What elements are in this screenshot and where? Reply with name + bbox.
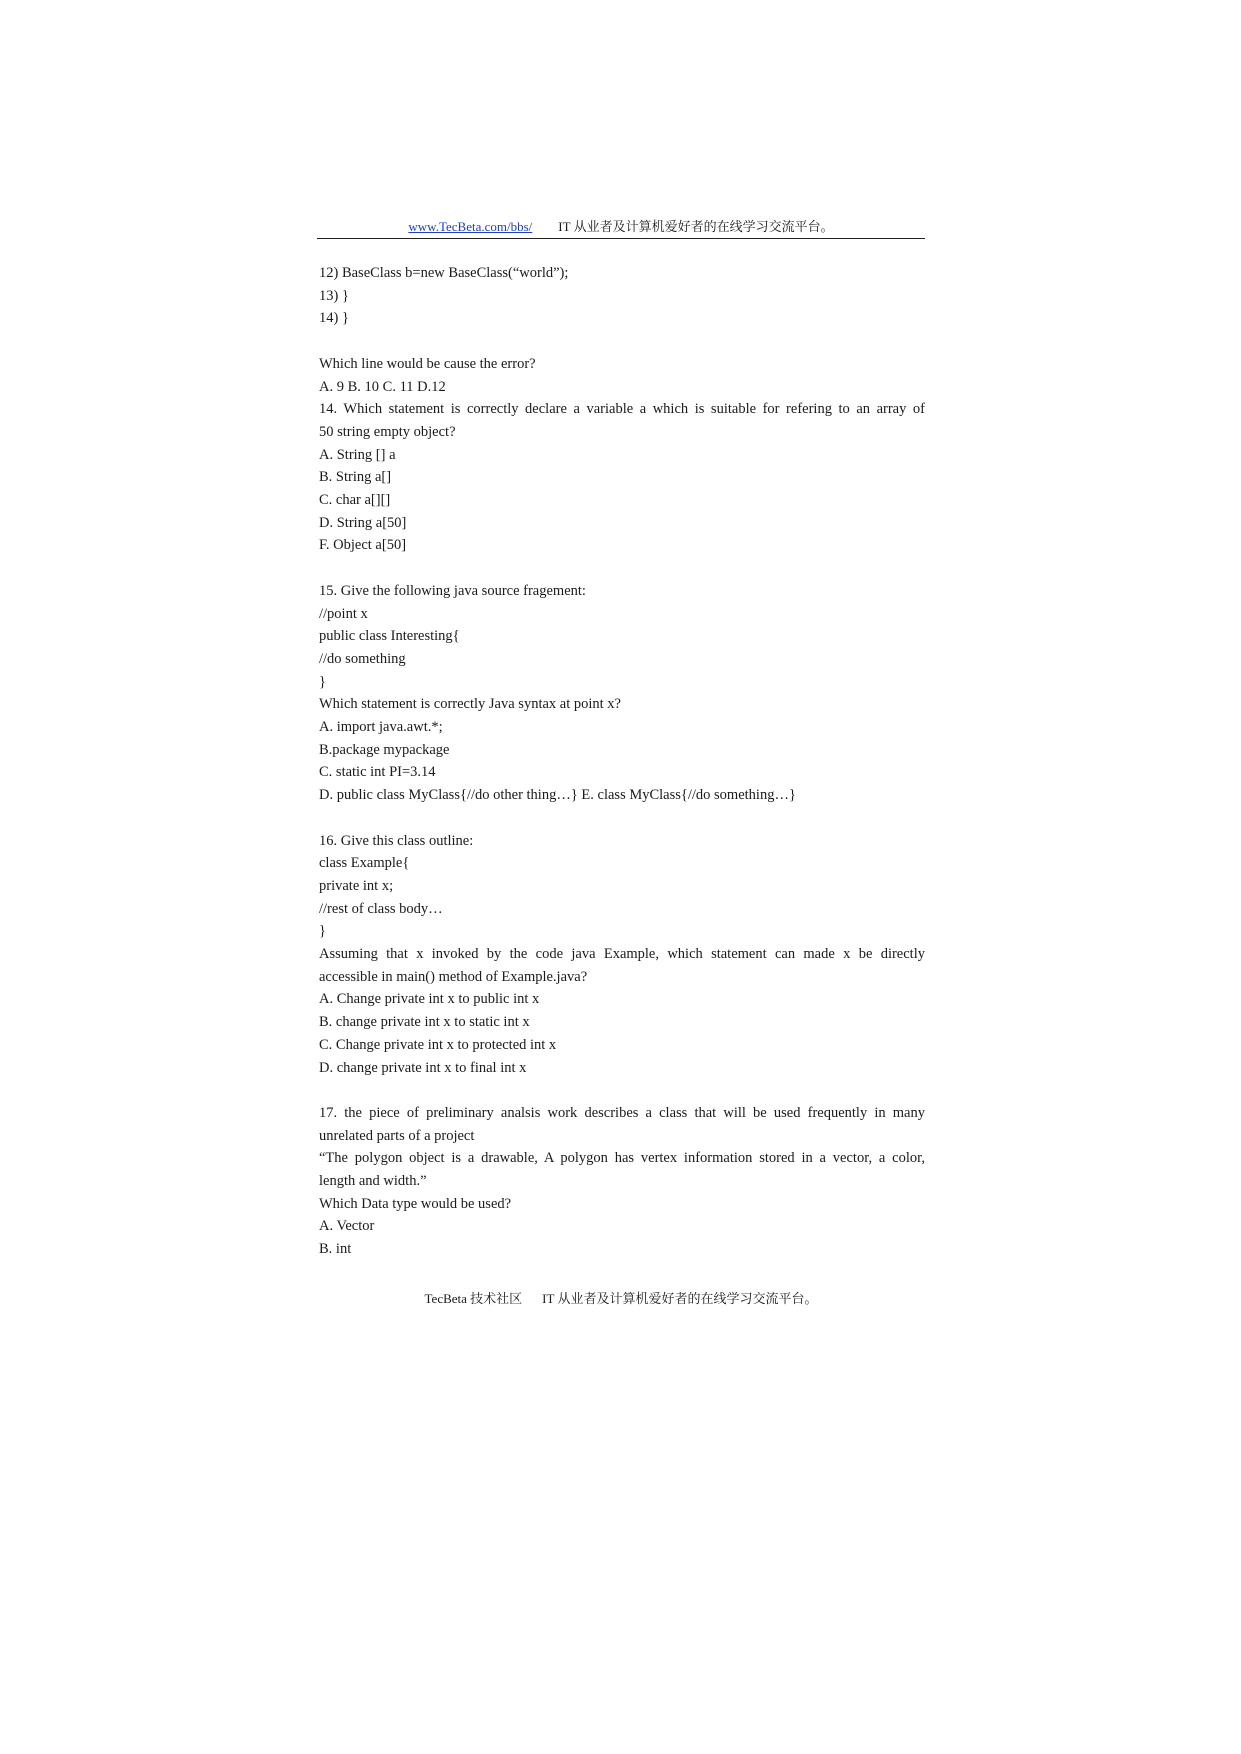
text-line: //rest of class body… [319, 900, 443, 917]
text-line: 17. the piece of preliminary analsis work describes a class that will be used frequently in many [319, 1104, 925, 1121]
text-line: B.package mypackage [319, 741, 450, 758]
text-line: D. public class MyClass{//do other thing…} E. class MyClass{//do something…} [319, 787, 796, 804]
blank-line [319, 807, 925, 830]
text-line: A. 9 B. 10 C. 11 D.12 [319, 378, 446, 395]
text-line: 14) } [319, 310, 349, 327]
blank-line [319, 557, 925, 580]
text-line: B. int [319, 1241, 352, 1258]
header-link[interactable]: www.TecBeta.com/bbs/ [408, 219, 533, 234]
page-header [317, 218, 925, 239]
document-body [319, 262, 925, 1261]
footer-site-name: TecBeta 技术社区 [424, 1291, 523, 1306]
text-line: C. Change private int x to protected int x [319, 1036, 557, 1053]
text-line: 12) BaseClass b=new BaseClass(“world”); [319, 265, 569, 281]
text-line: D. String a[50] [319, 514, 407, 531]
text-line: A. String [] a [319, 446, 396, 463]
text-line: //do something [319, 650, 406, 667]
text-line: Which Data type would be used? [319, 1195, 512, 1212]
text-line: } [319, 923, 326, 940]
text-line: Which statement is correctly Java syntax at point x? [319, 696, 621, 713]
text-line: } [319, 673, 326, 690]
text-line: accessible in main() method of Example.java? [319, 968, 588, 985]
text-line: Which line would be cause the error? [319, 355, 536, 372]
page-footer [317, 1290, 925, 1308]
text-line: 13) } [319, 287, 349, 304]
text-line: “The polygon object is a drawable, A polygon has vertex information stored in a vector, a color, [319, 1150, 925, 1167]
text-line: 15. Give the following java source fragement: [319, 582, 586, 599]
text-line: length and width.” [319, 1173, 427, 1190]
text-line: private int x; [319, 877, 394, 894]
text-line: F. Object a[50] [319, 537, 407, 554]
text-line: class Example{ [319, 855, 410, 872]
text-line: 50 string empty object? [319, 423, 456, 440]
text-line: public class Interesting{ [319, 628, 460, 645]
text-line: B. change private int x to static int x [319, 1014, 530, 1031]
footer-tagline: IT 从业者及计算机爱好者的在线学习交流平台。 [542, 1291, 818, 1306]
text-line: C. static int PI=3.14 [319, 764, 436, 781]
text-line: A. Vector [319, 1218, 375, 1235]
text-line: Assuming that x invoked by the code java Example, which statement can made x be directly [319, 946, 925, 963]
text-line: //point x [319, 605, 368, 622]
text-line: D. change private int x to final int x [319, 1059, 527, 1076]
text-line: 16. Give this class outline: [319, 832, 474, 849]
blank-line [319, 330, 925, 353]
text-line: 14. Which statement is correctly declare a variable a which is suitable for refering to an array of [319, 401, 925, 418]
text-line: A. import java.awt.*; [319, 719, 443, 736]
blank-line [319, 1079, 925, 1102]
text-line: B. String a[] [319, 469, 392, 486]
text-line: C. char a[][] [319, 492, 391, 509]
header-tagline: IT 从业者及计算机爱好者的在线学习交流平台。 [558, 219, 834, 234]
text-line: unrelated parts of a project [319, 1127, 475, 1144]
text-line: A. Change private int x to public int x [319, 991, 540, 1008]
